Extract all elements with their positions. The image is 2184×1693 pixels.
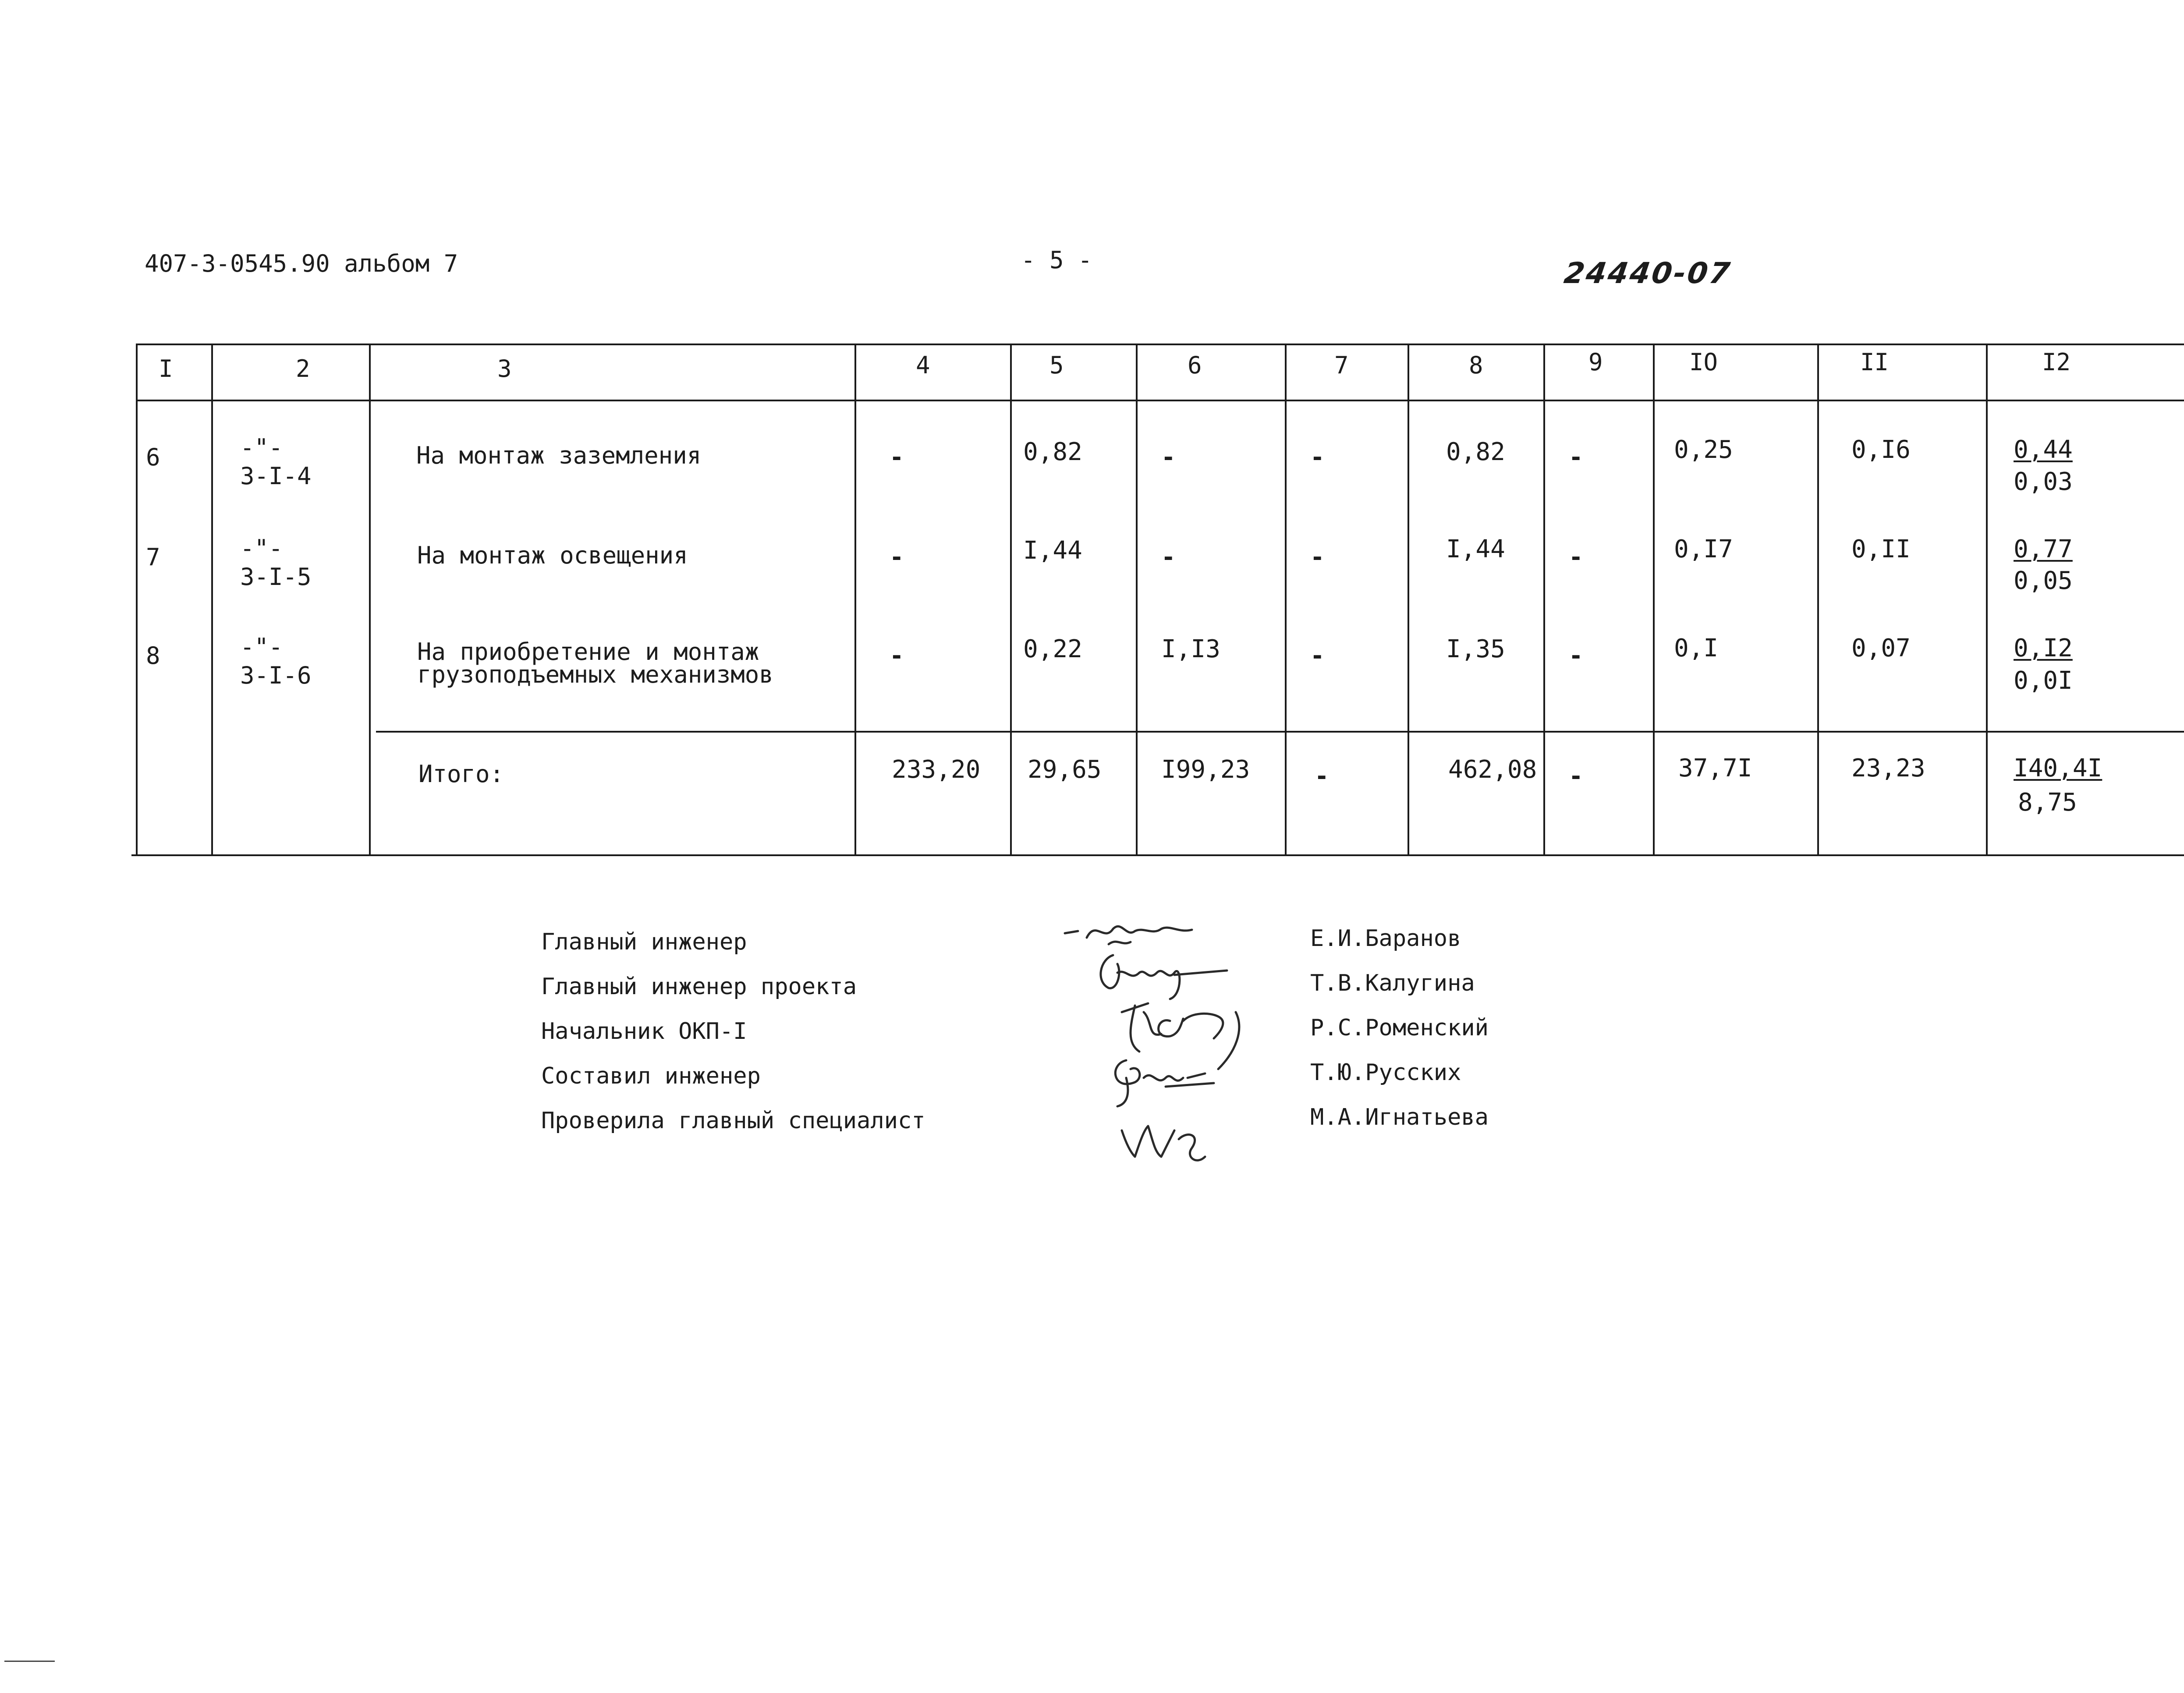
cell-col4: - <box>890 642 904 669</box>
col-rule-3 <box>854 344 856 856</box>
total-col7: - <box>1315 762 1329 790</box>
total-col5: 29,65 <box>1028 755 1102 784</box>
signature-ignatyeva <box>1113 1113 1227 1170</box>
cell-col6: I,I3 <box>1161 635 1220 663</box>
total-col9: - <box>1569 762 1583 790</box>
table-header-rule <box>136 400 2184 401</box>
column-header: I <box>159 355 173 383</box>
column-header: 7 <box>1334 351 1349 379</box>
total-col10: 37,7I <box>1678 754 1752 783</box>
signatory-name: Е.И.Баранов <box>1310 925 1461 952</box>
sheet-code: 24440-07 <box>1562 256 1734 290</box>
cell-col7: - <box>1310 543 1325 571</box>
work-description: грузоподъемных механизмов <box>417 661 773 688</box>
cell-col5: I,44 <box>1023 536 1082 565</box>
column-header: 4 <box>916 351 930 379</box>
signatory-name: Т.Ю.Русских <box>1310 1059 1461 1086</box>
total-col12-bottom: 8,75 <box>2018 788 2077 817</box>
reference-code: 3-I-4 <box>240 462 312 490</box>
signatory-name: М.А.Игнатьева <box>1310 1104 1489 1130</box>
total-col11: 23,23 <box>1851 754 1925 783</box>
cell-col7: - <box>1310 443 1325 471</box>
signatory-role: Начальник ОКП-I <box>541 1018 747 1045</box>
col-rule-5 <box>1136 344 1138 856</box>
signatory-role: Составил инженер <box>541 1063 761 1089</box>
table-top-rule <box>136 344 2184 345</box>
total-col12-top: I40,4I <box>2014 754 2102 783</box>
column-header: 2 <box>296 355 310 383</box>
col-rule-8 <box>1543 344 1545 856</box>
col-rule-9 <box>1653 344 1655 856</box>
cell-col11: 0,I6 <box>1851 436 1911 464</box>
row-number: 6 <box>146 443 160 471</box>
column-header: II <box>1860 348 1889 376</box>
cell-col4: - <box>890 543 904 571</box>
col-rule-1 <box>211 344 213 856</box>
cell-col4: - <box>890 443 904 471</box>
cell-col6: - <box>1161 543 1176 571</box>
cell-col9: - <box>1569 543 1583 571</box>
signatory-role: Главный инженер проекта <box>541 974 857 1000</box>
work-description: На приобретение и монтаж <box>417 638 759 666</box>
signatory-role: Проверила главный специалист <box>541 1108 925 1134</box>
work-description: На монтаж освещения <box>417 542 688 569</box>
page-number: - 5 - <box>1021 246 1092 274</box>
cell-col12-bottom: 0,0I <box>2014 666 2073 695</box>
scan-margin-mark <box>4 1661 55 1662</box>
col-rule-10 <box>1817 344 1819 856</box>
signature-russkikh <box>1100 1052 1231 1109</box>
row-number: 8 <box>146 642 160 669</box>
cell-col7: - <box>1310 642 1325 669</box>
column-header: 8 <box>1469 351 1483 379</box>
cell-col10: 0,I7 <box>1674 535 1733 563</box>
cell-col12-top: 0,77 <box>2014 535 2073 563</box>
cell-col8: 0,82 <box>1446 438 1505 466</box>
total-col4: 233,20 <box>892 755 981 784</box>
signatory-name: Т.В.Калугина <box>1310 970 1475 996</box>
total-col6: I99,23 <box>1161 755 1250 784</box>
reference-ditto: -"- <box>240 535 283 562</box>
cell-col11: 0,07 <box>1851 634 1911 662</box>
cell-col12-bottom: 0,05 <box>2014 567 2073 595</box>
cell-col9: - <box>1569 642 1583 669</box>
table-total-rule <box>376 731 2184 733</box>
reference-code: 3-I-5 <box>240 563 312 591</box>
reference-ditto: -"- <box>240 633 283 661</box>
signatory-role: Главный инженер <box>541 929 747 955</box>
column-header: I2 <box>2042 348 2071 376</box>
cell-col9: - <box>1569 443 1583 471</box>
cell-col6: - <box>1161 443 1176 471</box>
cell-col8: I,44 <box>1446 535 1505 563</box>
cell-col11: 0,II <box>1851 535 1911 563</box>
column-header: 6 <box>1188 351 1202 379</box>
total-col8: 462,08 <box>1448 755 1537 784</box>
cell-col5: 0,22 <box>1023 635 1082 663</box>
col-rule-2 <box>369 344 371 856</box>
work-description: На монтаж заземления <box>416 442 702 469</box>
total-label: Итого: <box>418 760 504 788</box>
document-reference: 407-3-0545.90 альбом 7 <box>145 250 458 277</box>
reference-ditto: -"- <box>240 434 283 461</box>
table-bottom-rule <box>131 854 2184 856</box>
cell-col12-top: 0,I2 <box>2014 634 2073 662</box>
column-header: IO <box>1689 348 1718 376</box>
column-header: 5 <box>1049 351 1064 379</box>
col-rule-0 <box>136 344 138 856</box>
reference-code: 3-I-6 <box>240 662 312 689</box>
cell-col8: I,35 <box>1446 635 1505 663</box>
cell-col10: 0,25 <box>1674 436 1733 464</box>
col-rule-4 <box>1010 344 1012 856</box>
row-number: 7 <box>146 543 160 571</box>
col-rule-7 <box>1408 344 1409 856</box>
cell-col5: 0,82 <box>1023 438 1082 466</box>
signatory-name: Р.С.Роменский <box>1310 1015 1489 1041</box>
cell-col12-bottom: 0,03 <box>2014 468 2073 496</box>
cell-col10: 0,I <box>1674 634 1719 662</box>
col-rule-11 <box>1986 344 1988 856</box>
col-rule-6 <box>1285 344 1287 856</box>
column-header: 9 <box>1588 348 1603 376</box>
cell-col12-top: 0,44 <box>2014 436 2073 464</box>
column-header: 3 <box>497 355 512 383</box>
